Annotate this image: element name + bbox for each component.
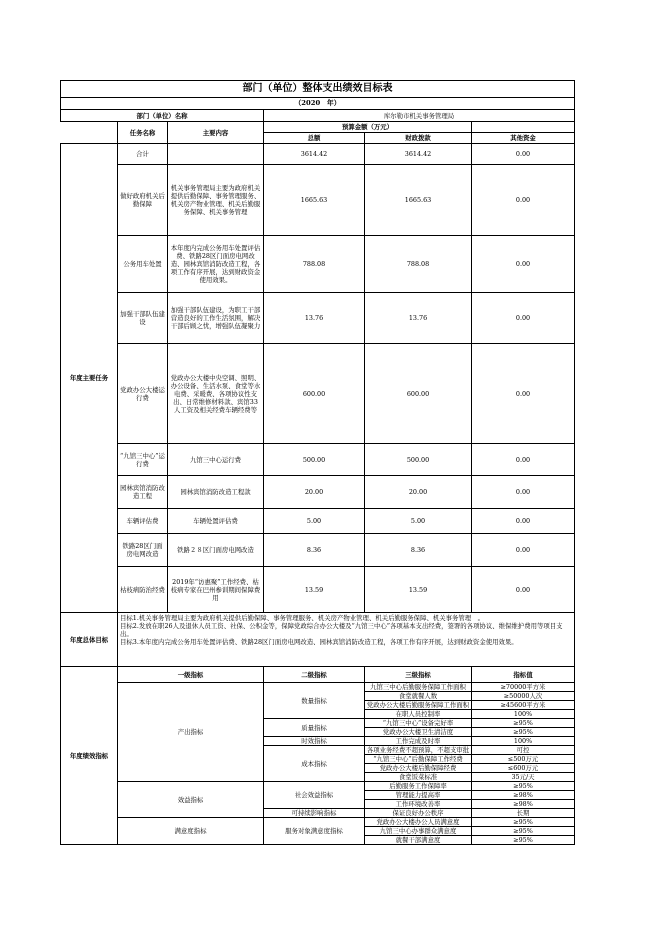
section-annual-tasks: 年度主要任务 <box>61 144 118 613</box>
perf-value: ≥95% <box>472 782 575 791</box>
perf-l3: 工作环境改善率 <box>365 800 472 809</box>
dept-label: 部门（单位）名称 <box>61 110 264 122</box>
task-fiscal: 13.76 <box>365 293 472 344</box>
task-content: 党政办公大楼中央空调、照明、办公设备、生活水泵、食堂等水电费、采暖费、各项协议性支出、日常维修材料款、宾馆33人工资及相关经费车辆经费等 <box>168 344 264 444</box>
task-fiscal: 5.00 <box>365 509 472 534</box>
header-total: 总额 <box>264 133 365 144</box>
task-other: 0.00 <box>472 236 575 293</box>
perf-value: ≤500万元 <box>472 755 575 764</box>
blank-corner <box>61 122 118 144</box>
perf-value: ≥45600平方米 <box>472 701 575 710</box>
task-name: 做好政府机关后勤保障 <box>118 165 168 236</box>
perf-l3: 党政办公大楼后勤服务保障工作面积 <box>365 701 472 710</box>
task-other: 0.00 <box>472 567 575 613</box>
task-name: 合计 <box>118 144 168 165</box>
task-total: 1665.63 <box>264 165 365 236</box>
task-total: 5.00 <box>264 509 365 534</box>
perf-l3: 党政办公大楼卫生清洁度 <box>365 728 472 737</box>
perf-l2-quantity: 数量指标 <box>264 683 365 719</box>
table-row <box>61 476 575 509</box>
perf-l3: 就餐干部满意度 <box>365 836 472 845</box>
header-budget: 预算金额（万元） <box>264 122 472 133</box>
perf-header-l1: 一级指标 <box>118 667 264 683</box>
task-total: 3614.42 <box>264 144 365 165</box>
table-row <box>61 683 575 692</box>
task-content: 本年度内完成公务用车处置评估费、铁路28区门面房电网改造、园林宾馆消防改造工程，各项工作有序开展，达到财政资金使用效果。 <box>168 236 264 293</box>
perf-value: ≥70000平方米 <box>472 683 575 692</box>
task-total: 8.36 <box>264 534 365 567</box>
perf-value: ≥95% <box>472 836 575 845</box>
task-name: 枯枝病防治经费 <box>118 567 168 613</box>
task-fiscal: 1665.63 <box>365 165 472 236</box>
perf-value: ≥95% <box>472 728 575 737</box>
perf-value: ≥98% <box>472 800 575 809</box>
header-main-content: 主要内容 <box>168 122 264 144</box>
perf-l3: 工作完成及时率 <box>365 737 472 746</box>
perf-l2-quality: 质量指标 <box>264 719 365 737</box>
task-fiscal: 8.36 <box>365 534 472 567</box>
task-total: 13.59 <box>264 567 365 613</box>
goal-item: 目标3.本年度内完成公务用车处置评估费、铁路28区门面房电网改造、园林宾馆消防改造工程，各项工作有序开展，达到财政资金使用效果。 <box>120 638 518 646</box>
perf-l3: 各项业务经费不超预算，不超支审批 <box>365 746 472 755</box>
task-name: 公务用车处置 <box>118 236 168 293</box>
task-total: 600.00 <box>264 344 365 444</box>
perf-value: ≥95% <box>472 818 575 827</box>
task-name: 党政办公大楼运行费 <box>118 344 168 444</box>
table-row <box>61 782 575 791</box>
task-fiscal: 20.00 <box>365 476 472 509</box>
table-row <box>61 344 575 444</box>
perf-l3: 在职人员控制率 <box>365 710 472 719</box>
task-fiscal: 3614.42 <box>365 144 472 165</box>
perf-value: 35元/天 <box>472 773 575 782</box>
table-row <box>61 293 575 344</box>
perf-l3: 九馆三中心后勤服务保障工作面积 <box>365 683 472 692</box>
task-content: 铁路２８区门面房电网改造 <box>168 534 264 567</box>
task-other: 0.00 <box>472 476 575 509</box>
perf-value: 100% <box>472 737 575 746</box>
task-other: 0.00 <box>472 344 575 444</box>
task-content: 2019年“访惠聚”工作经费、枯枝病专家在巴州参训期间保障费用 <box>168 567 264 613</box>
perf-l3: 管理能力提高率 <box>365 791 472 800</box>
dept-name: 库尔勒市机关事务管理局 <box>264 110 575 122</box>
perf-value: 长期 <box>472 809 575 818</box>
table-row <box>61 444 575 476</box>
task-total: 500.00 <box>264 444 365 476</box>
task-name: 园林宾馆消防改造工程 <box>118 476 168 509</box>
perf-value: ≥95% <box>472 719 575 728</box>
perf-l2-timeliness: 时效指标 <box>264 737 365 746</box>
perf-value: ≥98% <box>472 791 575 800</box>
perf-header-value: 指标值 <box>472 667 575 683</box>
perf-l3: 党政办公大楼后勤保障经费 <box>365 764 472 773</box>
performance-target-table <box>60 80 575 845</box>
annual-goal-text <box>118 613 575 667</box>
task-name: “九馆三中心”运行费 <box>118 444 168 476</box>
task-content: 九馆三中心运行费 <box>168 444 264 476</box>
perf-l3: 食堂就餐人数 <box>365 692 472 701</box>
perf-value: 可控 <box>472 746 575 755</box>
table-row <box>61 509 575 534</box>
header-fiscal: 财政拨款 <box>365 133 472 144</box>
task-name: 加强干部队伍建设 <box>118 293 168 344</box>
header-budget-blank <box>472 122 575 133</box>
perf-l1-output: 产出指标 <box>118 683 264 782</box>
perf-l1-effect: 效益指标 <box>118 782 264 818</box>
perf-l3: 保证良好办公秩序 <box>365 809 472 818</box>
task-content: 加强干部队伍建设，为职工干部营造良好的工作生活氛围，解决干部后顾之忧，增强队伍凝聚力 <box>168 293 264 344</box>
perf-header-l2: 二级指标 <box>264 667 365 683</box>
goal-item: 目标2.发放在职26人及退休人员工资、社保、公积金等，保障党政综合办公大楼及“九馆三中心”各项基本支出经费，签署的各项协议、维保维护费用等项目支出。 <box>120 622 563 638</box>
task-fiscal: 788.08 <box>365 236 472 293</box>
perf-l3: 食堂饭菜标准 <box>365 773 472 782</box>
perf-value: ≥95% <box>472 827 575 836</box>
task-content: 车辆处置评估费 <box>168 509 264 534</box>
task-other: 0.00 <box>472 165 575 236</box>
task-total: 13.76 <box>264 293 365 344</box>
section-annual-goal: 年度总体目标 <box>61 613 118 667</box>
table-title: 部门（单位）整体支出绩效目标表 <box>61 81 575 98</box>
perf-value: ≤600万元 <box>472 764 575 773</box>
section-performance: 年度绩效指标 <box>61 667 118 845</box>
perf-value: 100% <box>472 710 575 719</box>
perf-l2-sustain: 可持续影响指标 <box>264 809 365 818</box>
perf-l2-cost: 成本指标 <box>264 746 365 782</box>
perf-l3: “九馆三中心”设备完好率 <box>365 719 472 728</box>
task-other: 0.00 <box>472 293 575 344</box>
task-total: 788.08 <box>264 236 365 293</box>
task-content: 园林宾馆消防改造工程款 <box>168 476 264 509</box>
perf-l2-service: 服务对象满意度指标 <box>264 818 365 845</box>
task-other: 0.00 <box>472 144 575 165</box>
perf-l2-social: 社会效益指标 <box>264 782 365 809</box>
perf-header-l3: 三级指标 <box>365 667 472 683</box>
task-name: 车辆评估费 <box>118 509 168 534</box>
table-row <box>61 534 575 567</box>
table-row <box>61 818 575 827</box>
task-other: 0.00 <box>472 534 575 567</box>
table-row <box>61 144 575 165</box>
task-content <box>168 144 264 165</box>
perf-l3: 党政办公大楼办公人员满意度 <box>365 818 472 827</box>
task-other: 0.00 <box>472 444 575 476</box>
table-row <box>61 567 575 613</box>
task-total: 20.00 <box>264 476 365 509</box>
task-content: 机关事务管理局主要为政府机关提供后勤保障、事务管理服务、机关房产物业管理、机关后勤服务保障、机关事务管理 <box>168 165 264 236</box>
header-other: 其他资金 <box>472 133 575 144</box>
perf-value: ≥50000人次 <box>472 692 575 701</box>
perf-l3: 后勤服务工作保障率 <box>365 782 472 791</box>
header-task-name: 任务名称 <box>118 122 168 144</box>
task-other: 0.00 <box>472 509 575 534</box>
table-year: （2020 年） <box>61 98 575 110</box>
task-fiscal: 500.00 <box>365 444 472 476</box>
perf-l3: 九馆三中心办事群众满意度 <box>365 827 472 836</box>
perf-l1-satisfaction: 满意度指标 <box>118 818 264 845</box>
task-fiscal: 600.00 <box>365 344 472 444</box>
table-row <box>61 236 575 293</box>
perf-l3: “九馆三中心”后勤保障工作经费 <box>365 755 472 764</box>
task-fiscal: 13.59 <box>365 567 472 613</box>
goal-item: 目标1.机关事务管理局主要为政府机关提供后勤保障、事务管理服务、机关房产物业管理、机关后勤服务保障、机关事务管理 。 <box>120 614 484 622</box>
task-name: 铁路28区门面房电网改造 <box>118 534 168 567</box>
table-row <box>61 165 575 236</box>
